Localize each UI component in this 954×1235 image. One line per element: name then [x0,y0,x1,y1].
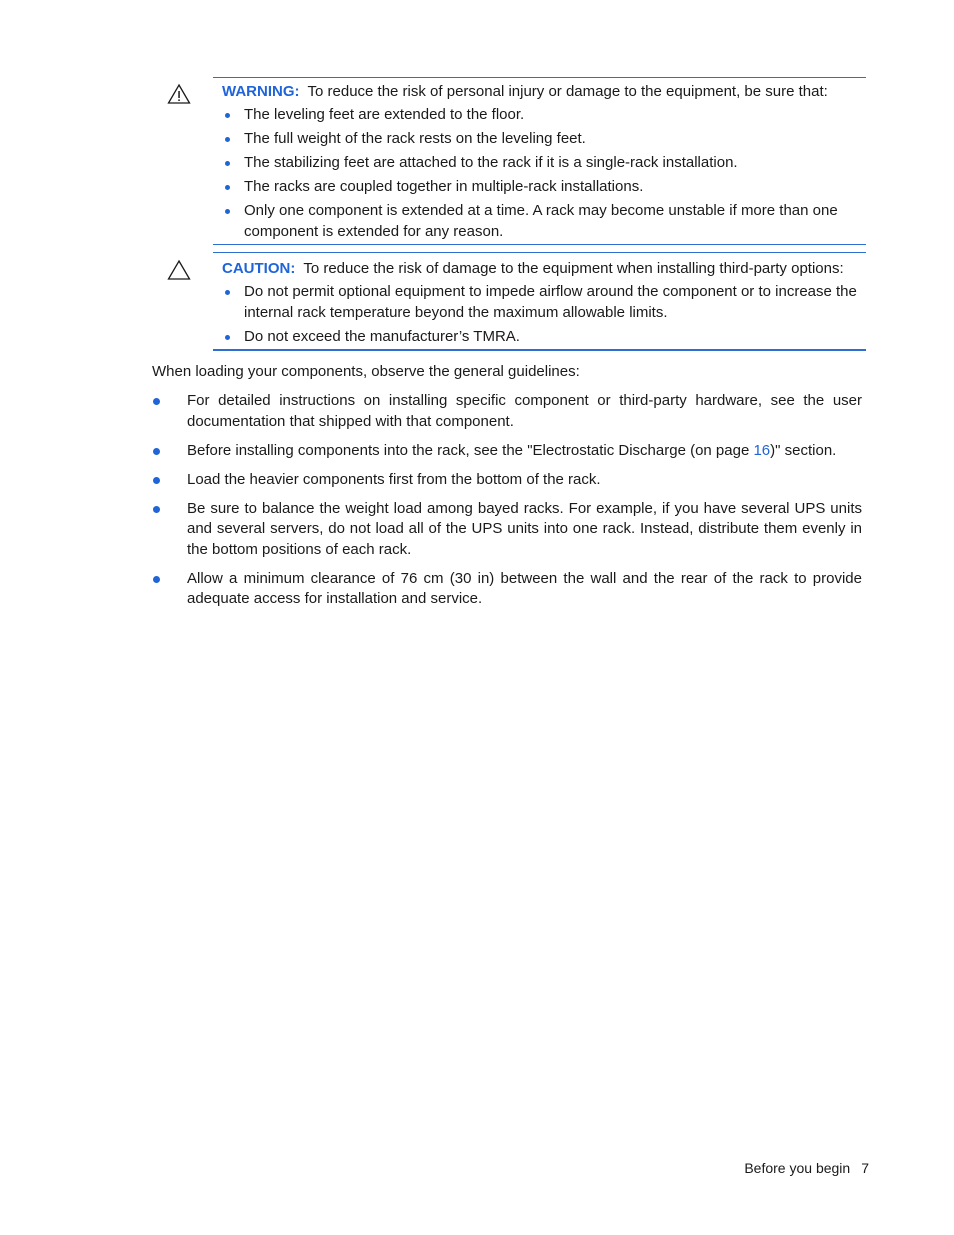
warning-item: Only one component is extended at a time. A rack may become unstable if more than one component is extended for any reason. [222,201,858,242]
warning-list [222,105,858,246]
guideline-text: )" section. [770,441,837,459]
warning-triangle-icon [167,83,191,105]
guideline-item: Be sure to balance the weight load among bayed racks. For example, if you have several UPS units and several servers, do not load all of the UPS units into one rack. Instead, distribute them evenly in the bottom positions of each rack. [152,499,862,561]
caution-heading [222,259,862,279]
warning-heading [222,82,862,102]
guideline-item [152,441,862,462]
guideline-item: For detailed instructions on installing specific component or third-party hardware, see the user documentation that shipped with that component. [152,391,862,432]
guideline-item: Load the heavier components first from the bottom of the rack. [152,470,862,491]
warning-label: WARNING: [222,83,300,100]
caution-notice [213,252,866,351]
guidelines-list [152,391,862,618]
guideline-text: Before installing components into the rack, see the "Electrostatic Discharge (on page [187,441,754,459]
guidelines-intro: When loading your components, observe the general guidelines: [152,363,580,380]
caution-label: CAUTION: [222,260,296,277]
page-number: 7 [861,1160,869,1176]
warning-text: To reduce the risk of personal injury or damage to the equipment, be sure that: [307,83,828,100]
guideline-item: Allow a minimum clearance of 76 cm (30 in) between the wall and the rear of the rack to provide adequate access for installation and service. [152,569,862,610]
caution-item: Do not exceed the manufacturer’s TMRA. [222,327,858,348]
warning-item: The racks are coupled together in multiple-rack installations. [222,177,858,198]
warning-item: The stabilizing feet are attached to the rack if it is a single-rack installation. [222,153,858,174]
warning-item: The full weight of the rack rests on the leveling feet. [222,129,858,150]
warning-notice [213,77,866,245]
caution-text: To reduce the risk of damage to the equipment when installing third-party options: [303,260,844,277]
footer-section-title: Before you begin [744,1160,851,1176]
caution-item: Do not permit optional equipment to impede airflow around the component or to increase the internal rack temperature beyond the maximum allowable limits. [222,282,858,323]
page-footer [744,1158,869,1178]
caution-list [222,282,858,351]
page-reference-link[interactable]: 16 [753,441,771,459]
warning-item: The leveling feet are extended to the floor. [222,105,858,126]
caution-triangle-icon [167,259,191,281]
